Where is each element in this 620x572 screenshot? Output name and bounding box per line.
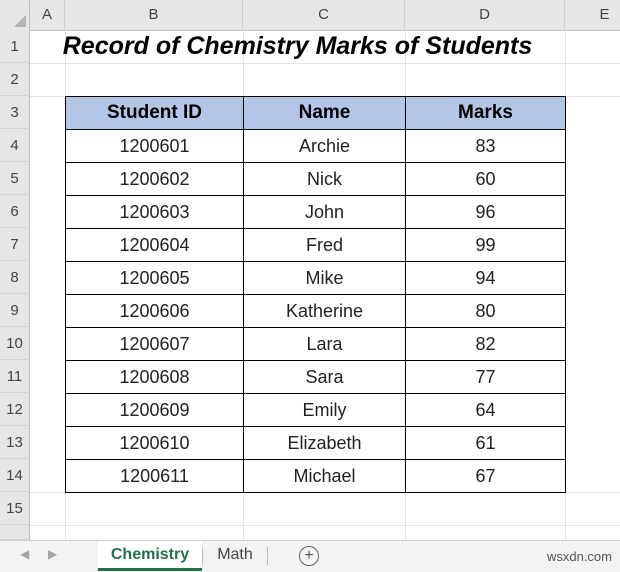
table-header-row	[66, 97, 566, 130]
table-row	[66, 196, 566, 229]
column-header-e[interactable]: E	[565, 0, 620, 30]
cell-name[interactable]: Lara	[244, 328, 406, 361]
cell-name[interactable]: John	[244, 196, 406, 229]
gridline	[30, 63, 620, 64]
cell-student-id[interactable]: 1200609	[66, 394, 244, 427]
scroll-right-icon[interactable]: ▶	[48, 547, 58, 561]
table-row	[66, 361, 566, 394]
table-row	[66, 262, 566, 295]
row-header-4[interactable]: 4	[0, 129, 30, 162]
column-header-a[interactable]: A	[30, 0, 65, 30]
cell-marks[interactable]: 60	[406, 163, 566, 196]
cell-name[interactable]: Elizabeth	[244, 427, 406, 460]
cell-student-id[interactable]: 1200607	[66, 328, 244, 361]
tab-divider	[267, 547, 268, 565]
cell-marks[interactable]: 77	[406, 361, 566, 394]
row-header-6[interactable]: 6	[0, 195, 30, 228]
column-header-b[interactable]: B	[65, 0, 243, 30]
cell-student-id[interactable]: 1200602	[66, 163, 244, 196]
table-row	[66, 460, 566, 493]
cell-marks[interactable]: 96	[406, 196, 566, 229]
row-header-5[interactable]: 5	[0, 162, 30, 195]
cell-marks[interactable]: 82	[406, 328, 566, 361]
cell-name[interactable]: Mike	[244, 262, 406, 295]
row-header-15[interactable]: 15	[0, 492, 30, 525]
row-header-16[interactable]	[0, 525, 30, 540]
sheet-title[interactable]: Record of Chemistry Marks of Students	[62, 32, 533, 60]
cell-name[interactable]: Katherine	[244, 295, 406, 328]
cell-student-id[interactable]: 1200601	[66, 130, 244, 163]
table-row	[66, 130, 566, 163]
row-header-12[interactable]: 12	[0, 393, 30, 426]
row-header-2[interactable]: 2	[0, 63, 30, 96]
tab-chemistry[interactable]: Chemistry	[98, 541, 202, 571]
tab-math[interactable]: Math	[217, 546, 253, 563]
header-marks[interactable]: Marks	[406, 97, 566, 130]
cell-marks[interactable]: 61	[406, 427, 566, 460]
scroll-left-icon[interactable]: ◀	[20, 547, 30, 561]
sheet-tab-bar	[0, 540, 620, 572]
row-header-13[interactable]: 13	[0, 426, 30, 459]
header-name[interactable]: Name	[244, 97, 406, 130]
cell-name[interactable]: Nick	[244, 163, 406, 196]
marks-table	[65, 96, 566, 493]
column-header-d[interactable]: D	[405, 0, 565, 30]
cell-marks[interactable]: 94	[406, 262, 566, 295]
watermark: wsxdn.com	[546, 549, 612, 564]
table-row	[66, 229, 566, 262]
cell-student-id[interactable]: 1200610	[66, 427, 244, 460]
cell-marks[interactable]: 67	[406, 460, 566, 493]
row-header-9[interactable]: 9	[0, 294, 30, 327]
cell-name[interactable]: Michael	[244, 460, 406, 493]
row-header-3[interactable]: 3	[0, 96, 30, 129]
table-row	[66, 328, 566, 361]
cell-student-id[interactable]: 1200603	[66, 196, 244, 229]
row-header-7[interactable]: 7	[0, 228, 30, 261]
row-header-8[interactable]: 8	[0, 261, 30, 294]
select-all-button[interactable]	[0, 0, 30, 30]
row-header-1[interactable]: 1	[0, 30, 30, 63]
row-header-14[interactable]: 14	[0, 459, 30, 492]
add-sheet-icon[interactable]: +	[299, 546, 319, 566]
cell-student-id[interactable]: 1200608	[66, 361, 244, 394]
cell-student-id[interactable]: 1200604	[66, 229, 244, 262]
cell-marks[interactable]: 83	[406, 130, 566, 163]
cell-name[interactable]: Fred	[244, 229, 406, 262]
row-header-10[interactable]: 10	[0, 327, 30, 360]
table-row	[66, 427, 566, 460]
cell-name[interactable]: Sara	[244, 361, 406, 394]
cell-name[interactable]: Emily	[244, 394, 406, 427]
cell-marks[interactable]: 64	[406, 394, 566, 427]
column-header-c[interactable]: C	[243, 0, 405, 30]
row-header-11[interactable]: 11	[0, 360, 30, 393]
select-all-triangle-icon	[14, 15, 26, 27]
gridline	[30, 525, 620, 526]
table-row	[66, 163, 566, 196]
cell-student-id[interactable]: 1200605	[66, 262, 244, 295]
table-row	[66, 295, 566, 328]
cell-student-id[interactable]: 1200611	[66, 460, 244, 493]
table-row	[66, 394, 566, 427]
cell-marks[interactable]: 99	[406, 229, 566, 262]
cell-marks[interactable]: 80	[406, 295, 566, 328]
header-student-id[interactable]: Student ID	[66, 97, 244, 130]
cell-name[interactable]: Archie	[244, 130, 406, 163]
cell-student-id[interactable]: 1200606	[66, 295, 244, 328]
